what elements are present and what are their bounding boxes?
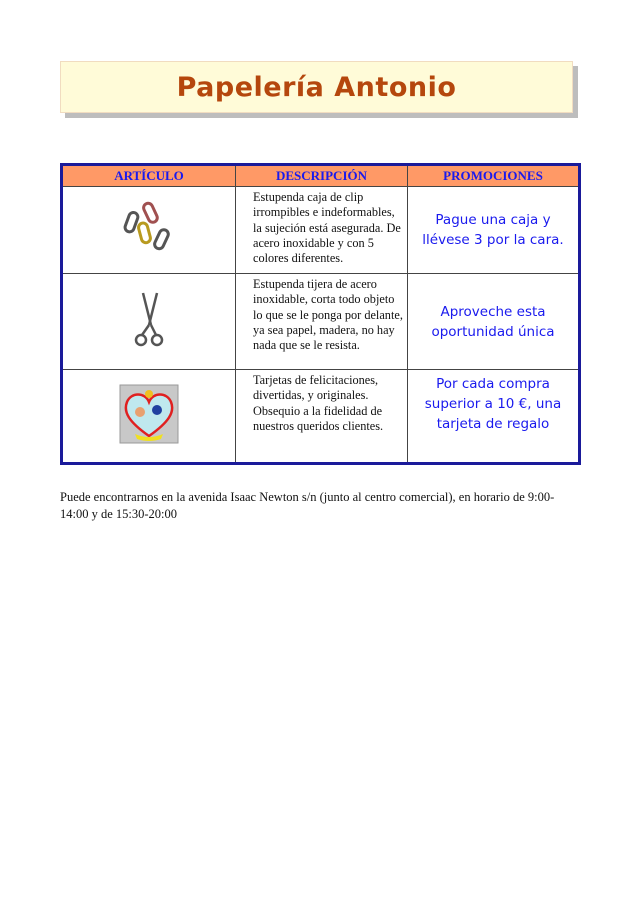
title-banner	[60, 61, 573, 113]
table-header-row	[62, 165, 580, 187]
greeting-card-icon	[119, 384, 179, 444]
description-cell: Estupenda caja de clip irrompibles e indeformables, la sujeción está asegurada. De acero inoxidable y con 5 colores diferentes.	[236, 187, 408, 274]
promotion-cell: Por cada compra superior a 10 €, una tarjeta de regalo	[408, 370, 580, 464]
products-table	[60, 163, 581, 465]
table-row	[62, 274, 580, 370]
table-row	[62, 370, 580, 464]
page-title: Papelería Antonio	[176, 71, 457, 103]
scissors-icon	[129, 289, 169, 349]
header-articulo: ARTÍCULO	[62, 165, 236, 187]
article-cell	[62, 187, 236, 274]
paper-clips-icon	[119, 198, 179, 258]
header-descripcion: DESCRIPCIÓN	[236, 165, 408, 187]
promotion-cell: Aproveche esta oportunidad única	[408, 274, 580, 370]
article-cell	[62, 370, 236, 464]
article-cell	[62, 274, 236, 370]
description-cell: Tarjetas de felicitaciones, divertidas, y originales. Obsequio a la fidelidad de nuestros queridos clientes.	[236, 370, 408, 464]
header-promociones: PROMOCIONES	[408, 165, 580, 187]
footer-address-text: Puede encontrarnos en la avenida Isaac Newton s/n (junto al centro comercial), en horario de 9:00-14:00 y de 15:30-20:00	[60, 490, 555, 521]
promotion-cell: Pague una caja y llévese 3 por la cara.	[408, 187, 580, 274]
table-row	[62, 187, 580, 274]
description-cell: Estupenda tijera de acero inoxidable, corta todo objeto lo que se le ponga por delante, ya sea papel, madera, no hay nada que se le resista.	[236, 274, 408, 370]
